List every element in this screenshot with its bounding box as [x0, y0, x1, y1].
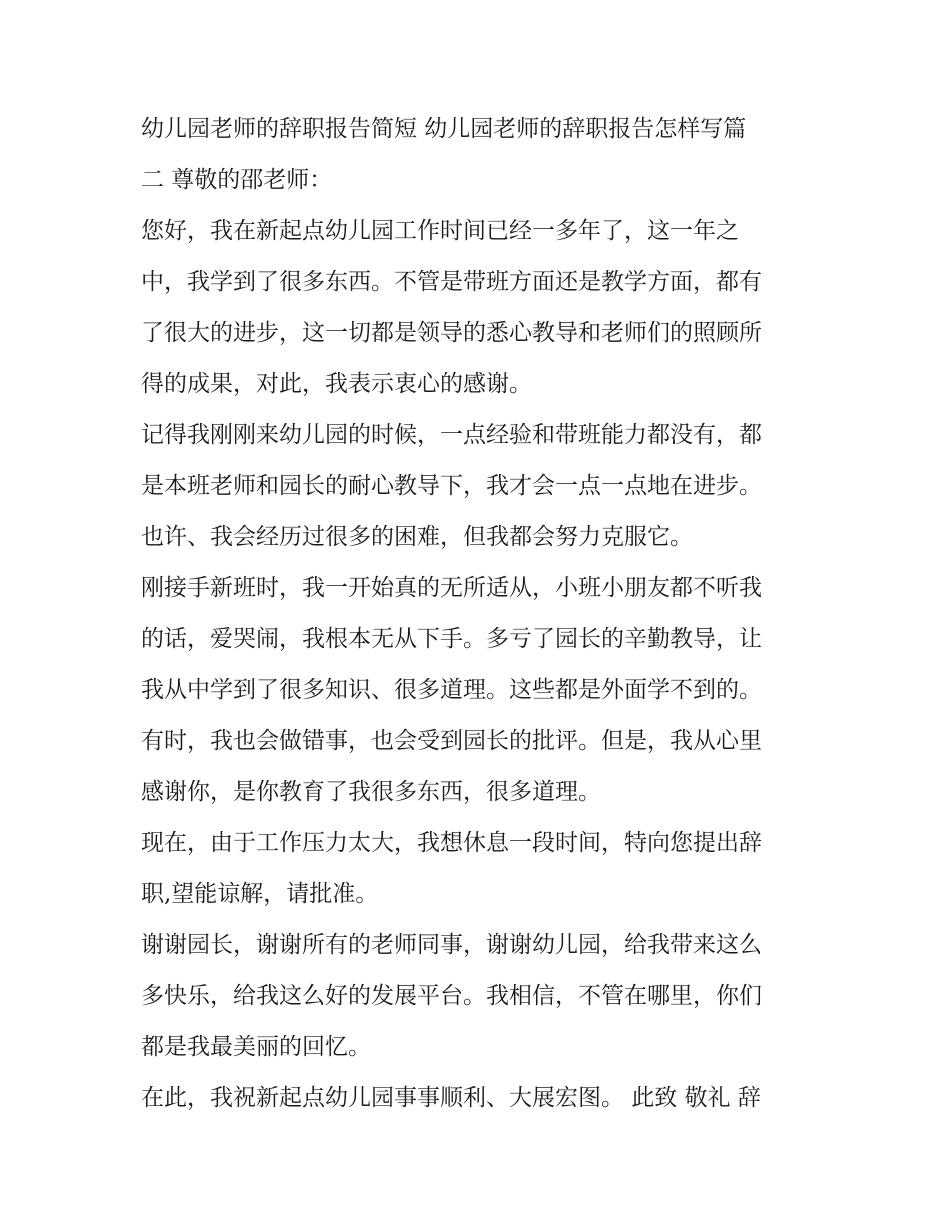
text-line: 有时，我也会做错事，也会受到园长的批评。但是，我从心里 [141, 728, 762, 754]
text-line: 的话，爱哭闹，我根本无从下手。多亏了园长的辛勤教导，让 [141, 626, 762, 652]
text-line: 中，我学到了很多东西。不管是带班方面还是教学方面，都有 [141, 269, 762, 295]
text-line: 多快乐，给我这么好的发展平台。我相信，不管在哪里，你们 [141, 983, 762, 1009]
text-line: 谢谢园长，谢谢所有的老师同事，谢谢幼儿园，给我带来这么 [141, 932, 762, 958]
text-line: 也许、我会经历过很多的困难，但我都会努力克服它。 [141, 524, 693, 550]
text-line: 您好，我在新起点幼儿园工作时间已经一多年了，这一年之 [141, 218, 739, 244]
text-line: 刚接手新班时，我一开始真的无所适从，小班小朋友都不听我 [141, 575, 762, 601]
text-line: 现在，由于工作压力太大，我想休息一段时间，特向您提出辞 [141, 830, 762, 856]
text-line: 记得我刚刚来幼儿园的时候，一点经验和带班能力都没有，都 [141, 422, 762, 448]
text-line: 了很大的进步，这一切都是领导的悉心教导和老师们的照顾所 [141, 320, 762, 346]
text-line: 我从中学到了很多知识、很多道理。这些都是外面学不到的。 [141, 677, 762, 703]
text-line: 都是我最美丽的回忆。 [141, 1034, 371, 1060]
text-line: 是本班老师和园长的耐心教导下，我才会一点一点地在进步。 [141, 473, 762, 499]
text-line: 得的成果，对此，我表示衷心的感谢。 [141, 371, 532, 397]
text-line: 感谢你，是你教育了我很多东西，很多道理。 [141, 779, 601, 805]
text-line: 幼儿园老师的辞职报告简短 幼儿园老师的辞职报告怎样写篇 [141, 116, 747, 142]
text-line: 在此，我祝新起点幼儿园事事顺利、大展宏图。 此致 敬礼 辞 [141, 1085, 761, 1111]
text-line: 二 尊敬的邵老师： [141, 167, 333, 193]
text-line: 职,望能谅解，请批准。 [141, 881, 379, 907]
